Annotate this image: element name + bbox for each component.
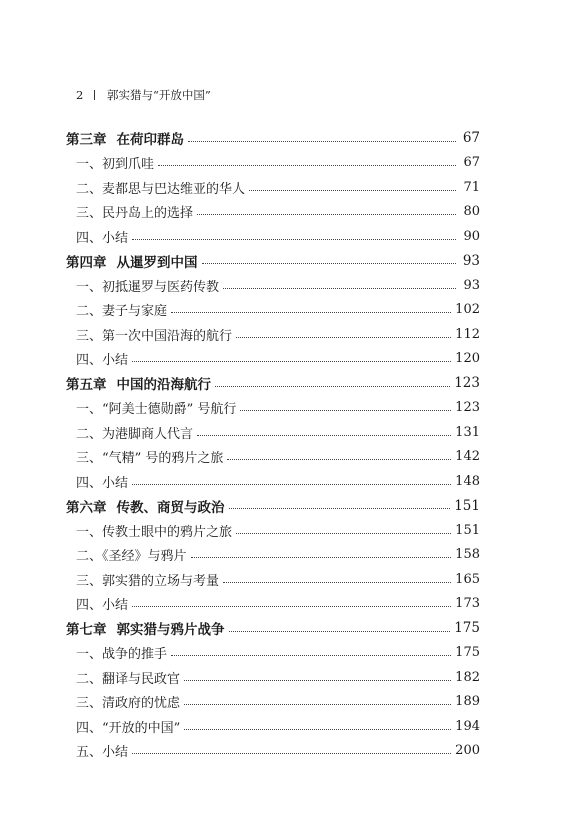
entry-title: 三、清政府的忧虑	[76, 696, 181, 712]
book-title: 郭实猎与“开放中国”	[107, 88, 211, 102]
entry-title: 三、第一次中国沿海的航行	[76, 328, 233, 344]
entry-page-number: 189	[455, 694, 480, 710]
dot-leader	[229, 631, 451, 632]
entry-title	[66, 618, 225, 638]
toc-section-entry	[76, 665, 480, 690]
toc-chapter-entry	[66, 126, 480, 151]
entry-title	[66, 251, 198, 271]
entry-page-number: 148	[455, 473, 480, 489]
entry-page-number: 112	[455, 326, 480, 342]
toc-section-entry	[76, 151, 480, 176]
entry-page-number: 142	[455, 449, 480, 465]
toc-section-entry	[76, 396, 480, 421]
entry-page-number: 80	[463, 204, 480, 220]
dot-leader	[184, 729, 451, 730]
entry-title: 二、麦都思与巴达维亚的华人	[76, 181, 246, 197]
chapter-label: 第六章	[66, 499, 107, 516]
dot-leader	[236, 337, 451, 338]
entry-page-number: 131	[455, 424, 480, 440]
entry-title: 一、战争的推手	[76, 647, 168, 663]
entry-title: 二、翻译与民政官	[76, 671, 181, 687]
dot-leader	[191, 557, 452, 558]
entry-page-number: 120	[455, 351, 480, 367]
toc-section-entry	[76, 224, 480, 249]
entry-title: 三、民丹岛上的选择	[76, 206, 194, 222]
entry-page-number: 182	[455, 669, 480, 685]
dot-leader	[240, 410, 451, 411]
entry-page-number: 200	[455, 743, 480, 759]
dot-leader	[184, 680, 451, 681]
entry-title: 五、小结	[76, 745, 129, 761]
entry-title	[66, 373, 211, 393]
dot-leader	[215, 386, 450, 387]
chapter-name: 传教、商贸与政治	[116, 499, 225, 516]
toc-chapter-entry	[66, 494, 480, 519]
entry-title: 一、初到爪哇	[76, 157, 155, 173]
dot-leader	[132, 239, 456, 240]
dot-leader	[236, 533, 451, 534]
chapter-name: 郭实猎与鸦片战争	[116, 622, 225, 639]
entry-title: 四、小结	[76, 230, 129, 246]
toc-section-entry	[76, 739, 480, 764]
chapter-name: 中国的沿海航行	[116, 377, 211, 394]
entry-page-number: 102	[455, 302, 480, 318]
entry-title	[66, 128, 184, 148]
entry-title: 一、“阿美士德勋爵” 号航行	[76, 402, 237, 418]
entry-title: 二、《圣经》与鸦片	[76, 549, 187, 565]
toc-section-entry	[76, 543, 480, 568]
entry-page-number: 67	[463, 155, 480, 171]
toc-section-entry	[76, 298, 480, 323]
chapter-label: 第五章	[66, 377, 107, 394]
entry-page-number: 90	[463, 228, 480, 244]
running-header	[76, 88, 211, 102]
toc-section-entry	[76, 641, 480, 666]
chapter-name: 从暹罗到中国	[116, 254, 198, 271]
dot-leader	[223, 288, 456, 289]
entry-page-number: 175	[454, 620, 480, 637]
toc-chapter-entry	[66, 249, 480, 274]
dot-leader	[188, 141, 456, 142]
entry-page-number: 173	[455, 596, 480, 612]
dot-leader	[171, 312, 451, 313]
toc-section-entry	[76, 445, 480, 470]
entry-page-number: 71	[463, 179, 480, 195]
toc-section-entry	[76, 200, 480, 225]
entry-title: 一、传教士眼中的鸦片之旅	[76, 524, 233, 540]
dot-leader	[197, 214, 456, 215]
toc-section-entry	[76, 322, 480, 347]
dot-leader	[132, 606, 451, 607]
entry-title: 三、郭实猎的立场与考量	[76, 573, 220, 589]
entry-page-number: 123	[455, 400, 480, 416]
entry-title: 四、“开放的中国”	[76, 720, 181, 736]
toc-section-entry	[76, 273, 480, 298]
dot-leader	[229, 508, 451, 509]
dot-leader	[202, 263, 457, 264]
table-of-contents	[66, 126, 480, 763]
toc-chapter-entry	[66, 616, 480, 641]
toc-section-entry	[76, 567, 480, 592]
toc-section-entry	[76, 469, 480, 494]
entry-title: 四、小结	[76, 353, 129, 369]
dot-leader	[132, 361, 451, 362]
toc-section-entry	[76, 420, 480, 445]
dot-leader	[223, 582, 451, 583]
entry-title	[66, 496, 225, 516]
toc-section-entry	[76, 518, 480, 543]
chapter-label: 第四章	[66, 254, 107, 271]
entry-page-number: 67	[462, 130, 480, 147]
dot-leader	[249, 190, 456, 191]
entry-page-number: 123	[454, 375, 480, 392]
chapter-label: 第三章	[66, 132, 107, 149]
toc-section-entry	[76, 714, 480, 739]
dot-leader	[171, 655, 451, 656]
entry-page-number: 165	[455, 571, 480, 587]
entry-title: 一、初抵暹罗与医药传教	[76, 279, 220, 295]
header-divider	[94, 90, 95, 100]
dot-leader	[132, 753, 451, 754]
entry-page-number: 194	[455, 718, 480, 734]
dot-leader	[184, 704, 451, 705]
entry-page-number: 93	[462, 252, 480, 269]
entry-title: 四、小结	[76, 598, 129, 614]
entry-page-number: 175	[455, 645, 480, 661]
dot-leader	[158, 165, 456, 166]
entry-title: 二、妻子与家庭	[76, 304, 168, 320]
toc-section-entry	[76, 347, 480, 372]
toc-chapter-entry	[66, 371, 480, 396]
toc-section-entry	[76, 592, 480, 617]
chapter-label: 第七章	[66, 622, 107, 639]
entry-title: 二、为港脚商人代言	[76, 426, 194, 442]
entry-title: 三、“气精” 号的鸦片之旅	[76, 451, 224, 467]
dot-leader	[132, 484, 451, 485]
toc-section-entry	[76, 690, 480, 715]
entry-page-number: 151	[454, 497, 480, 514]
dot-leader	[197, 435, 451, 436]
toc-section-entry	[76, 175, 480, 200]
chapter-name: 在荷印群岛	[116, 132, 184, 149]
entry-page-number: 151	[455, 522, 480, 538]
dot-leader	[227, 459, 451, 460]
entry-page-number: 93	[463, 277, 480, 293]
entry-title: 四、小结	[76, 475, 129, 491]
page-number: 2	[76, 88, 84, 102]
entry-page-number: 158	[455, 547, 480, 563]
